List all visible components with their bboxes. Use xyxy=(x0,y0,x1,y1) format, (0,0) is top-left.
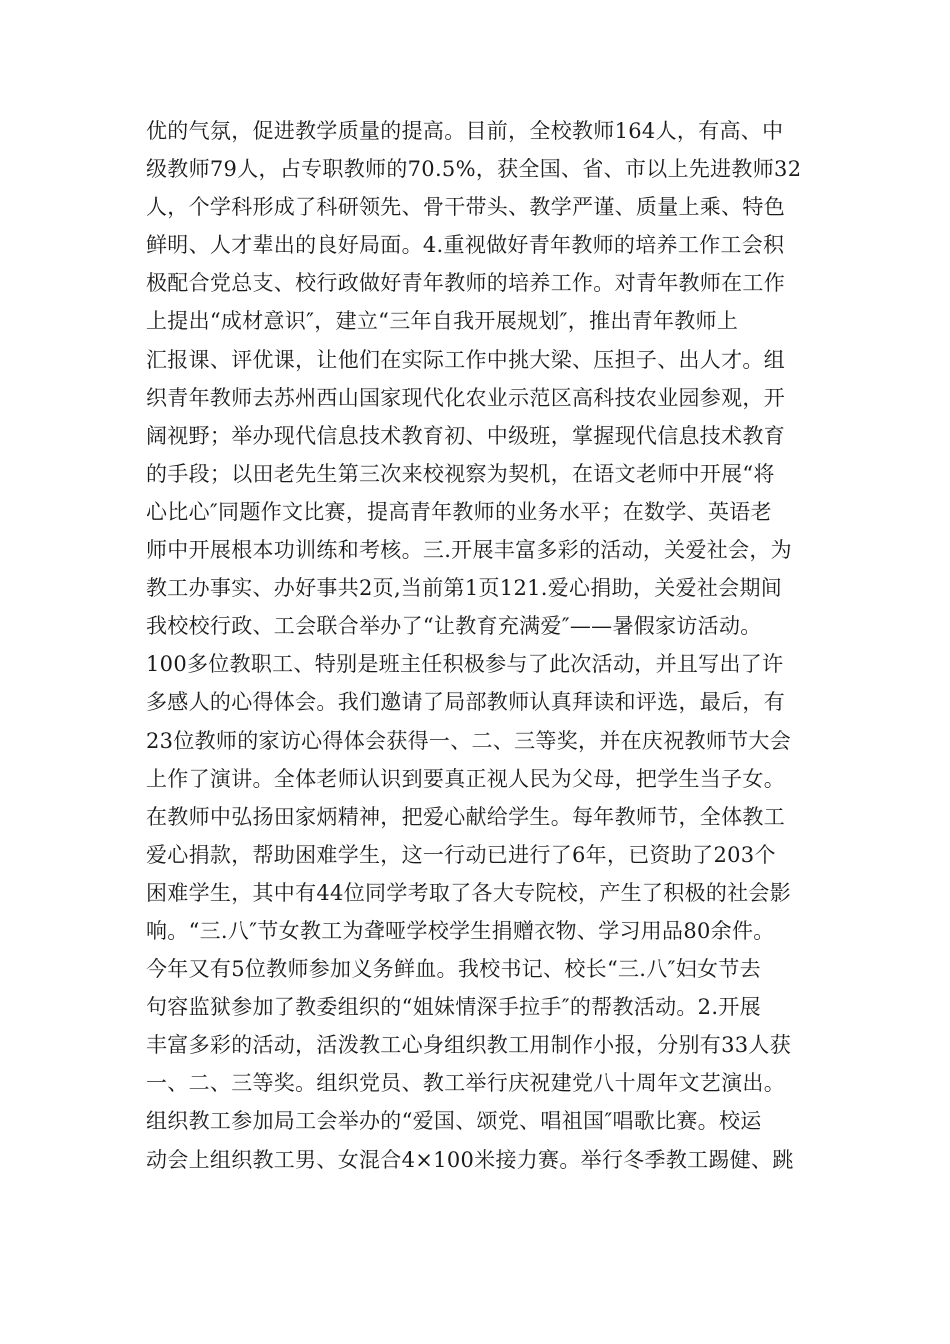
text-line: 23位教师的家访心得体会获得一、二、三等奖，并在庆祝教师节大会 xyxy=(146,728,792,753)
text-line: 上作了演讲。全体老师认识到要真正视人民为父母，把学生当子女。 xyxy=(146,766,785,791)
text-line: 极配合党总支、校行政做好青年教师的培养工作。对青年教师在工作 xyxy=(146,271,785,296)
text-line: 优的气氛，促进教学质量的提高。目前，全校教师164人，有高、中 xyxy=(146,119,784,143)
text-line: 师中开展根本功训练和考核。三.开展丰富多彩的活动，关爱社会，为 xyxy=(146,538,792,563)
text-line: 响。“三.八″节女教工为聋哑学校学生捐赠衣物、学习用品80余件。 xyxy=(146,918,775,943)
text-line: 100多位教职工、特别是班主任积极参与了此次活动，并且写出了许 xyxy=(146,652,784,677)
text-line: 级教师79人，占专职教师的70.5%，获全国、省、市以上先进教师32 xyxy=(146,157,802,182)
text-line: 爱心捐款，帮助困难学生，这一行动已进行了6年，已资助了203个 xyxy=(146,842,776,867)
text-line: 今年又有5位教师参加义务鲜血。我校书记、校长“三.八″妇女节去 xyxy=(146,957,761,982)
text-line: 的手段；以田老先生第三次来校视察为契机，在语文老师中开展“将 xyxy=(146,461,775,486)
body-text xyxy=(146,112,806,1179)
text-line: 丰富多彩的活动，活泼教工心身组织教工用制作小报，分别有33人获 xyxy=(146,1033,792,1058)
text-line: 句容监狱参加了教委组织的“姐妹情深手拉手″的帮教活动。2.开展 xyxy=(146,995,761,1020)
text-line: 多感人的心得体会。我们邀请了局部教师认真拜读和评选，最后，有 xyxy=(146,690,785,715)
text-line: 上提出“成材意识″，建立“三年自我开展规划″，推出青年教师上 xyxy=(146,309,739,334)
text-line: 在教师中弘扬田家炳精神，把爱心献给学生。每年教师节，全体教工 xyxy=(146,804,785,829)
text-line: 人，个学科形成了科研领先、骨干带头、教学严谨、质量上乘、特色 xyxy=(146,195,785,220)
text-line: 困难学生，其中有44位同学考取了各大专院校，产生了积极的社会影 xyxy=(146,880,792,905)
text-line: 汇报课、评优课，让他们在实际工作中挑大梁、压担子、出人才。组 xyxy=(146,347,785,372)
text-line: 阔视野；举办现代信息技术教育初、中级班，掌握现代信息技术教育 xyxy=(146,423,785,448)
text-line: 动会上组织教工男、女混合4×100米接力赛。举行冬季教工踢健、跳 xyxy=(146,1147,794,1172)
text-line: 织青年教师去苏州西山国家现代化农业示范区高科技农业园参观，开 xyxy=(146,385,785,410)
text-line: 组织教工参加局工会举办的“爱国、颂党、唱祖国″唱歌比赛。校运 xyxy=(146,1109,762,1134)
text-line: 心比心″同题作文比赛，提高青年教师的业务水平；在数学、英语老 xyxy=(146,499,772,524)
text-line: 鲜明、人才辈出的良好局面。4.重视做好青年教师的培养工作工会积 xyxy=(146,233,785,258)
text-line: 我校校行政、工会联合举办了“让教育充满爱″——暑假家访活动。 xyxy=(146,614,762,639)
text-line: 一、二、三等奖。组织党员、教工举行庆祝建党八十周年文艺演出。 xyxy=(146,1071,785,1096)
text-line: 教工办事实、办好事共2页,当前第1页121.爱心捐助，关爱社会期间 xyxy=(146,576,783,601)
